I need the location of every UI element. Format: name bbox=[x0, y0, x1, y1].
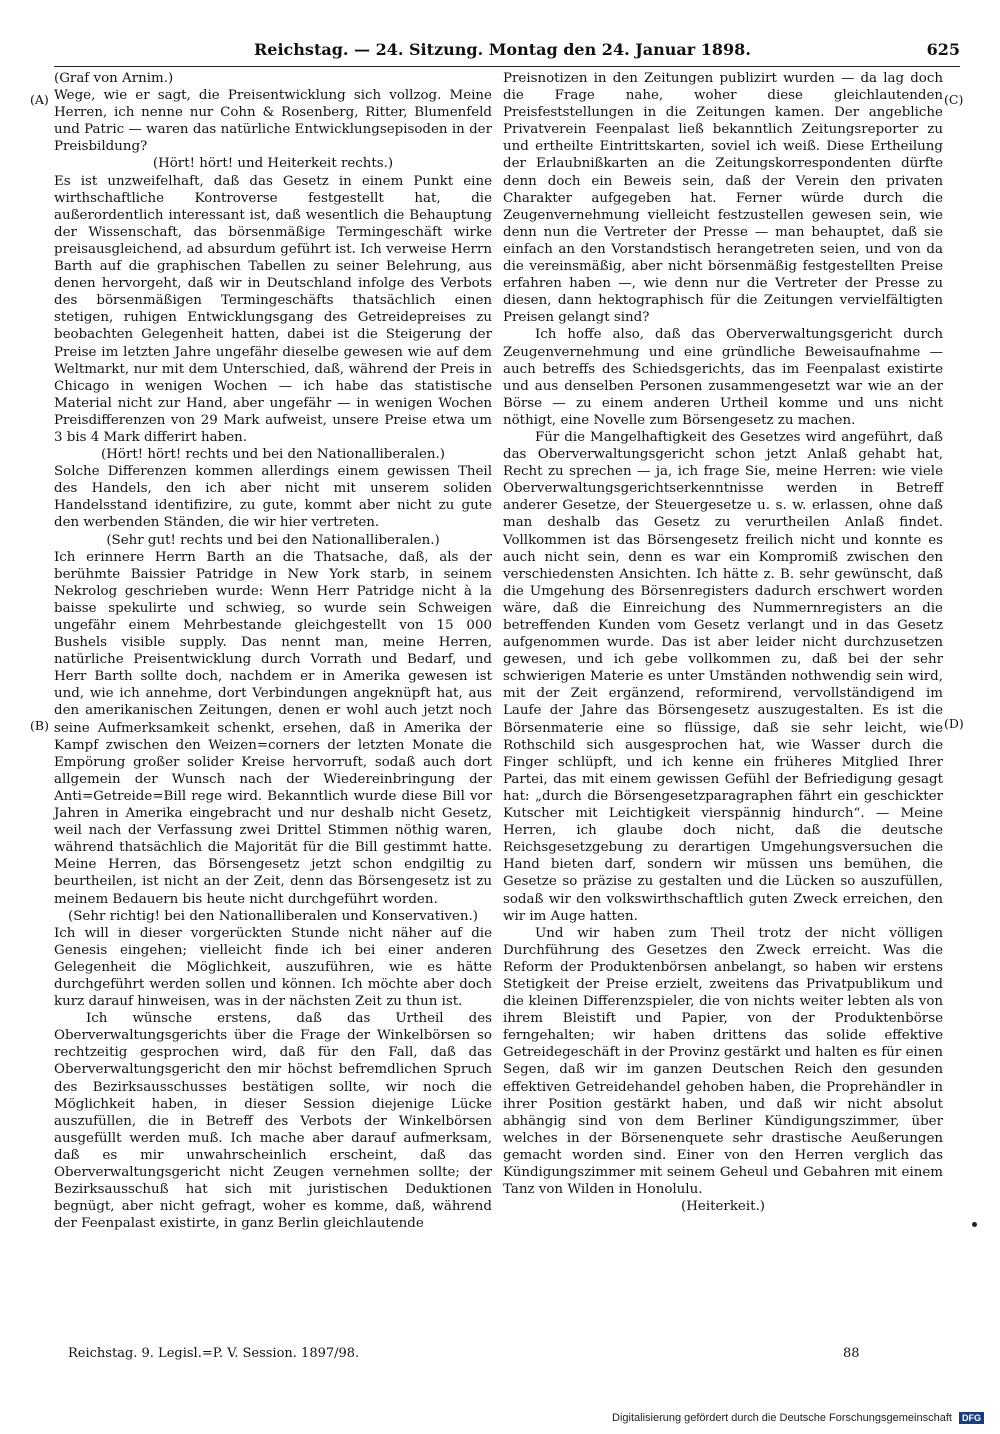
paragraph: Solche Differenzen kommen allerdings einem gewissen Theil des Handels, den ich aber nicht mit unserem soliden Handelsstand identifizire, zu gute, kommt aber nicht zu gute den werbenden Ständen, die wir hier vertreten. bbox=[54, 464, 492, 531]
interjection: (Sehr richtig! bei den Nationalliberalen und Konservativen.) bbox=[68, 908, 478, 924]
footer-sheet-number: 88 bbox=[843, 1346, 860, 1361]
margin-marker-a: (A) bbox=[30, 92, 49, 107]
paragraph: Ich erinnere Herrn Barth an die Thatsache, daß, als der berühmte Baissier Patridge in New York starb, in seinem Nekrolog geschrieben wurde: Wenn Herr Patridge nicht à la baisse spekulirte und schwieg, so wurde sein Schweigen ungefähr einem Mehrbestande gleichgestellt von 15 000 Bushels visible supply. Das nennt man, meine Herren, natürliche Preisentwicklung durch Vorrath und Bedarf, und Herr Barth sollte doch, nachdem er in Amerika gewesen ist und, wie ich annehme, dort Verbindungen angeknüpft hat, aus den amerikanischen Zeitungen, denen er wohl auch jetzt noch seine Aufmerksamkeit schenkt, ersehen, daß in Amerika der Kampf zwischen den Weizen=corners der letzten Monate die Empörung großer solider Kreise hervorruft, sodaß auch dort allgemein der Wunsch nach der Wiedereinbringung der Anti=Getreide=Bill rege wird. Bekanntlich wurde diese Bill vor Jahren in Amerika eingebracht und nur deshalb nicht Gesetz, weil nach der Verfassung zwei Drittel Stimmen nöthig waren, während thatsächlich die Majorität für die Bill gestimmt hatte. Meine Herren, das Börsengesetz jetzt schon endgiltig zu beurtheilen, ist nicht an der Zeit, denn das Börsengesetz ist zu meinem Bedauern bis heute nicht durchgeführt worden. bbox=[54, 549, 492, 907]
interjection: (Heiterkeit.) bbox=[681, 1199, 765, 1215]
page-number: 625 bbox=[926, 40, 960, 59]
margin-marker-c: (C) bbox=[944, 92, 964, 107]
margin-marker-b: (B) bbox=[30, 718, 49, 733]
credit-text: Digitalisierung gefördert durch die Deutsche Forschungsgemeinschaft bbox=[612, 1412, 952, 1424]
interjection: (Sehr gut! rechts und bei den Nationalliberalen.) bbox=[106, 532, 440, 548]
interjection: (Hört! hört! rechts und bei den Nationalliberalen.) bbox=[100, 447, 445, 463]
right-column bbox=[503, 70, 943, 1215]
paragraph: Ich wünsche erstens, daß das Urtheil des Oberverwaltungsgerichts über die Frage der Winkelbörsen so rechtzeitig gesprochen wird, daß für den Fall, daß das Oberverwaltungsgericht den mir höchst befremdlichen Spruch des Bezirksausschusses bestätigen sollte, wir noch die Möglichkeit haben, in dieser Session diejenige Lücke auszufüllen, die in Betreff des Verbots der Winkelbörsen ausgefüllt werden muß. Ich mache aber darauf aufmerksam, daß es mir unwahrscheinlich erscheint, daß das Oberverwaltungsgericht nicht Zeugen vernehmen sollte; der Bezirksausschuß hat sich mit juristischen Deduktionen begnügt, aber nicht gefragt, woher es komme, daß, während der Feenpalast existirte, in ganz Berlin gleichlautende bbox=[54, 1011, 492, 1232]
margin-dot bbox=[972, 1222, 977, 1227]
paragraph: Ich hoffe also, daß das Oberverwaltungsgericht durch Zeugenvernehmung und eine gründliche Beweisaufnahme — auch betreffs des Schiedsgerichts, das im Feenpalast existirte und aus denselben Personen zusammengesetzt war wie an der Börse — zu einem anderen Urtheil komme und uns nicht nöthigt, eine Novelle zum Börsengesetz zu machen. bbox=[503, 327, 943, 428]
paragraph: Und wir haben zum Theil trotz der nicht völligen Durchführung des Gesetzes den Zweck erreicht. Was die Reform der Produktenbörsen anbelangt, so haben wir erstens Stetigkeit der Preise erzielt, zweitens das Privatpublikum und die kleinen Differenzspieler, die von nichts weiter lebten als von ihrem Bleistift und Papier, von der Produktenbörse ferngehalten; wir haben drittens das solide effektive Getreidegeschäft in der Provinz gestärkt und halten es für einen Segen, daß wir im ganzen Deutschen Reich den gesunden effektiven Getreidehandel gehoben haben, die Proprehändler in ihrer Position gestärkt haben, und daß wir nicht absolut abhängig sind von dem Berliner Kündigungszimmer, über welches in der Börsenenquete sehr drastische Aeußerungen gemacht worden sind. Einer von den Herren verglich das Kündigungszimmer mit seinem Geheul und Gebahren mit einem Tanz von Wilden in Honolulu. bbox=[503, 925, 943, 1198]
left-column bbox=[54, 70, 492, 1232]
paragraph: Ich will in dieser vorgerückten Stunde nicht näher auf die Genesis eingehen; vielleicht finde ich bei einer anderen Gelegenheit die Möglichkeit, auszuführen, wie es hätte durchgeführt werden sollen und können. Ich möchte aber doch kurz darauf hinweisen, was in der nächsten Zeit zu thun ist. bbox=[54, 925, 492, 1010]
interjection: (Hört! hört! und Heiterkeit rechts.) bbox=[152, 156, 394, 172]
dfg-logo: DFG bbox=[959, 1412, 984, 1424]
page-header bbox=[54, 40, 960, 67]
paragraph: Es ist unzweifelhaft, daß das Gesetz in einem Punkt eine wirthschaftliche Kontroverse festgestellt hat, die außerordentlich interessant ist, daß wesentlich die Behauptung der Wissenschaft, das börsenmäßige Termingeschäft wirke preisausgleichend, ad absurdum geführt ist. Ich verweise Herrn Barth auf die graphischen Tabellen zu seiner Belehrung, aus denen hervorgeht, daß wir in Deutschland infolge des Verbots des börsenmäßigen Termingeschäfts thatsächlich einen stetigen, ruhigen Entwicklungsgang des Getreidepreises zu beobachten Gelegenheit hatten, dabei ist die Steigerung der Preise im letzten Jahre ungefähr dieselbe gewesen wie auf dem Weltmarkt, nur mit dem Unterschied, daß, während der Preis in Chicago in wenigen Wochen — ich habe das statistische Material nicht zur Hand, aber ungefähr — in wenigen Wochen Preisdifferenzen von 29 Mark aufweist, unsere Preise etwa um 3 bis 4 Mark differirt haben. bbox=[54, 173, 492, 445]
header-title: Reichstag. — 24. Sitzung. Montag den 24. Januar 1898. bbox=[254, 40, 751, 59]
paragraph: Wege, wie er sagt, die Preisentwicklung sich vollzog. Meine Herren, ich nenne nur Cohn & Rosenberg, Ritter, Blumenfeld und Patric — waren das natürliche Entwicklungsepisoden in der Preisbildung? bbox=[54, 88, 492, 155]
margin-marker-d: (D) bbox=[944, 716, 964, 731]
paragraph: Für die Mangelhaftigkeit des Gesetzes wird angeführt, daß das Oberverwaltungsgericht schon jetzt Anlaß gehabt hat, Recht zu sprechen — ja, ich frage Sie, meine Herren: wie viele Oberverwaltungsgerichtserkenntnisse werden in Betreff anderer Gesetze, der Steuergesetze u. s. w. erlassen, ohne daß man deshalb das Gesetz zu verurtheilen Anlaß findet. Vollkommen ist das Börsengesetz freilich nicht und konnte es auch nicht sein, denn es war ein Kompromiß zwischen den verschiedensten Ansichten. Ich hätte z. B. sehr gewünscht, daß die Umgehung des Börsenregisters dadurch erschwert worden wäre, daß die Einreichung des Nummernregisters an die betreffenden Kunden vom Gesetz verlangt und in das Gesetz aufgenommen wurde. Das ist aber leider nicht durchzusetzen gewesen, und ich gebe vollkommen zu, daß bei der sehr schwierigen Materie es unter Umständen nothwendig sein wird, mit der Zeit ergänzend, reformirend, vervollständigend im Laufe der Jahre das Börsengesetz auszugestalten. Es ist die Börsenmaterie eine so flüssige, daß sie sehr leicht, wie Rothschild sich ausgesprochen hat, wie Wasser durch die Finger schlüpft, und ich kenne ein früheres Mitglied Ihrer Partei, das mit einem gewissen Gefühl der Befriedigung gesagt hat: „durch die Börsengesetzparagraphen fährt ein geschickter Kutscher mit Leichtigkeit vierspännig hindurch“. — Meine Herren, ich glaube doch nicht, daß die deutsche Reichsgesetzgebung zu derartigen Umgehungsversuchen die Hand bieten darf, sondern wir müssen uns bemühen, die Gesetze so präzise zu gestalten und die Lücken so auszufüllen, sodaß wir den volkswirthschaftlich guten Zweck erreichen, den wir im Auge hatten. bbox=[503, 429, 943, 924]
digitization-credit bbox=[612, 1412, 984, 1424]
footer-session: Reichstag. 9. Legisl.=P. V. Session. 1897/98. bbox=[68, 1346, 360, 1361]
speaker-note: (Graf von Arnim.) bbox=[54, 71, 174, 86]
paragraph: Preisnotizen in den Zeitungen publizirt wurden — da lag doch die Frage nahe, woher diese gleichlautenden Preisfeststellungen in die Zeitungen kamen. Der angebliche Privatverein Feenpalast ließ bekanntlich Zeitungsreporter zu und ertheilte Eintrittskarten, soviel ich weiß. Diese Ertheilung der Erlaubnißkarten an die Zeitungskorrespondenten dürfte denn doch ein Beweis sein, daß der Verein den privaten Charakter aufgegeben hat. Ferner würde durch die Zeugenvernehmung vielleicht festzustellen gewesen sein, wie denn nun die Vertreter der Presse — man behauptet, daß sie einfach an den Vorstandstisch herangetreten seien, und von da die vereinsmäßig, aber nicht börsenmäßig festgestellten Preise erfahren haben —, wie denn nur die Vertreter der Presse zu diesen, dann hektographisch für die Zeitungen vervielfältigten Preisen gelangt sind? bbox=[503, 71, 943, 326]
